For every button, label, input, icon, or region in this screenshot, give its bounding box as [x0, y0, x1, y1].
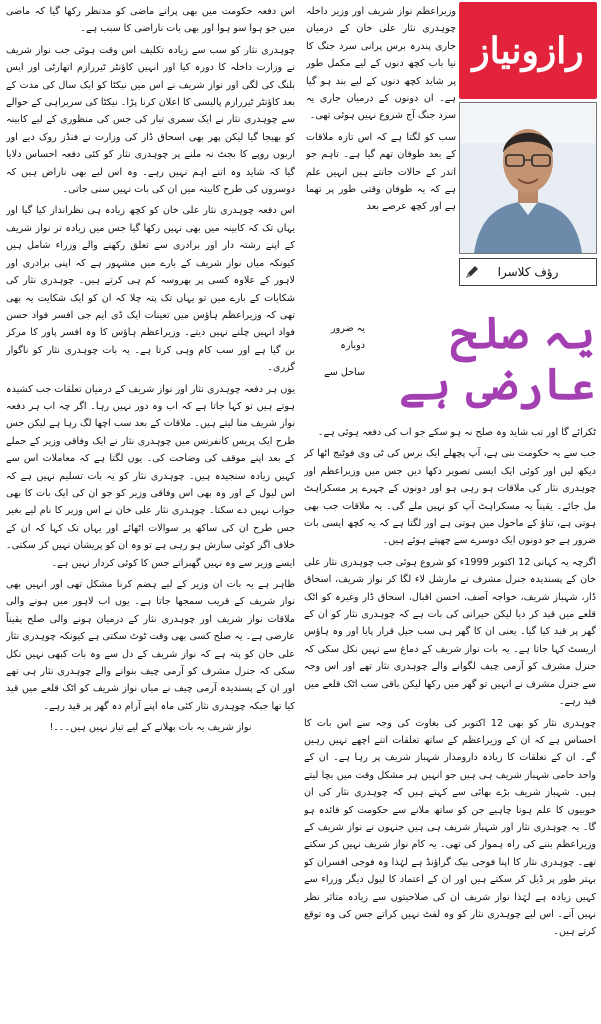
author-name-box: [459, 258, 597, 286]
closing-line: نواز شریف یہ بات بھلانے کے لیے تیار نہیں ہیں۔۔۔!: [49, 722, 252, 734]
paragraph: سب کو لگتا ہے کہ اس تازہ ملاقات کے بعد طوفان تھم گیا ہے۔ تاہم جو اندر کے حالات جانتے ہیں انہیں علم ہے کہ یہ طوفان وقتی طور پر تھما ہے اور کچھ عرصے بعد: [306, 131, 456, 213]
headline-side-text: یہ ضرور دوبارہ: [330, 323, 365, 351]
column-logo-text: رازونیاز: [472, 29, 584, 72]
author-portrait-image: [460, 103, 596, 253]
paragraph: چوہدری نثار کو سب سے زیادہ تکلیف اس وقت ہوئی جب نواز شریف نے وزارت داخلہ کا دورہ کیا اور انہیں کاؤنٹر ٹیررازم اتھارٹی اور ایس بلنگ کی لگی اور نواز شریف نے اس میں نیکٹا کو ایک سال کی مدت کے بعد کاؤنٹر ٹیررازم پالیسی کا اعلان کرنا پڑا۔ نیکٹا کی سربراہی کے حوالے سے چوہدری نثار نے ایک سمری تیار کی جس کی منظوری کے لیے کابینہ کو بھیجا گیا لیکن پھر بھی اسحاق ڈار کی وزارت نے فنڈز روک دیے اور اربوں روپے کا بجٹ نہ ملنے پر چوہدری نثار کو کئی دفعہ احساس دلایا گیا کہ شاید وہ اتنے اہم نہیں رہے۔ وہ اس لیے بھی ناراض ہیں کہ دوسروں کی طرح کابینہ میں ان کی بات نہیں سنی جاتی۔: [6, 44, 295, 196]
paragraph: اس دفعہ حکومت میں بھی پرانے ماضی کو مدنظر رکھا گیا کہ ماضی میں جو ہوا سو ہوا اور بھی بات ناراضی کا سبب ہے۔: [6, 6, 295, 35]
column-masthead: [459, 2, 597, 99]
left-column-text: [6, 3, 295, 1021]
pen-icon: [464, 264, 480, 280]
paragraph: اس دفعہ چوہدری نثار علی خان کو کچھ زیادہ ہی نظرانداز کیا گیا اور یہاں تک کہ کابینہ میں بھی نہیں رکھا گیا جس میں زیادہ تر نواز شریف کے اپنے رشتہ دار اور برادری سے تعلق رکھنے والے وزراء شامل ہیں کیونکہ میاں نواز شریف کے بارے میں مشہور ہے کہ اپنی برادری اور لاہور کے علاوہ کسی پر بھروسہ کم ہی کرتے ہیں۔ چوہدری نثار کی شکایات کے بارے میں تو یہاں تک پتہ چلا کہ ان کو ایک شکایت یہ بھی تھی کہ وزیراعظم ہاؤس میں تعینات ایک ڈی ایم جی افسر فواد حسن فواد انہیں چلنے نہیں دیتے۔ وزیراعظم ہاؤس کا وہ افسر پاور کا مرکز بن گیا ہے اور سب کام وہی کرتا ہے۔ یہ بات چوہدری نثار کو ناگوار گزری۔: [6, 205, 295, 374]
headline-block: [309, 300, 597, 420]
right-column-bottom-text: [304, 424, 596, 1021]
paragraph: جب سے یہ حکومت بنی ہے، آپ پچھلے ایک برس کی ٹی وی فوٹیج اٹھا کر دیکھ لیں اور کوئی ایک ایسی تصویر دکھا دیں جس میں وزیراعظم اور چوہدری نثار کی ملاقات ہو رہی ہو اور دونوں کے چہرے پر مسکراہٹ مل جائے۔ یقیناً یہ مسکراہٹ آپ کو نہیں ملے گی۔ یہ ملاقات جب بھی ہوتی ہے، تناؤ کے ماحول میں ہوتی ہے اور لگتا ہے کہ یہ کچھ ایسی بات ضرور ہے جو دونوں ایک دوسرے سے چھپتے ہوئے ہیں۔: [304, 448, 596, 547]
right-column-top-text: [306, 3, 456, 303]
paragraph: ٹکرائے گا اور تب شاید وہ صلح نہ ہو سکے جو اب کی دفعہ ہوئی ہے۔: [317, 427, 596, 438]
paragraph: اگرچہ یہ کہانی 12 اکتوبر 1999ء کو شروع ہوئی جب چوہدری نثار علی خان کے پسندیدہ جنرل مشرف نے مارشل لاء لگا کر نواز شریف، اسحاق ڈار، شہباز شریف، خواجہ آصف، احسن اقبال، اسحاق ڈار وغیرہ کو اٹک قلعے میں قید کر دیا لیکن حیرانی کی بات ہے کہ چوہدری نثار کو ان کے گھر پر قید کیا گیا۔ یعنی ان کا گھر ہی سب جیل قرار پایا اور وہ ہاؤس اریسٹ کہا جاتا ہے۔ یہ بات نواز شریف کے دماغ سے نہیں نکل سکی کہ جنرل مشرف کو آرمی چیف لگوانے والے چوہدری نثار تھے اور اس وجہ سے جنرل مشرف نے انہیں تو گھر میں رکھا لیکن باقی سب اٹک قلعے میں قید رہے۔: [304, 556, 596, 708]
column-headline: یہ صلح عارضی ہے: [399, 308, 595, 410]
paragraph: یوں ہر دفعہ چوہدری نثار اور نواز شریف کے درمیان تعلقات جب کشیدہ ہوتے ہیں تو کہا جاتا ہے کہ اب وہ دور نہیں رہا۔ اگر چہ اب ہر دفعہ نواز شریف منا لیتے ہیں۔ ملاقات کے بعد سب اچھا لگ رہا ہے لیکن جس طرح ایک پریس کانفرنس میں چوہدری نثار نے ایک وفاقی وزیر کے حملے کے بعد اپنے موقف کی وضاحت کی۔ یوں لگتا ہے کہ معاملات اس سے کہیں زیادہ سنجیدہ ہیں۔ چوہدری نثار کو یہ بات تسلیم نہیں ہے کہ اس لیول کے اور وہ بھی اس وفاقی وزیر کو جو ان کی ایک بات کا بھی جواب نہیں دے سکتا۔ چوہدری نثار علی خان نے اس وزیر کا نام لیے بغیر جس طرح ان کی ساکھ پر سوالات اٹھائے اور یہاں تک کہا کہ ان کے خلاف اگر کوئی سازش ہو رہی ہے تو وہ ان کو پریشان نہیں کر سکتی۔ ایسے وزیر سے وہ نہیں گھبراتے جس کا کوئی کردار نہیں ہے۔: [6, 383, 295, 569]
author-name: رؤف کلاسرا: [497, 265, 559, 279]
headline-side-text: ساحل سے: [324, 367, 365, 378]
paragraph: ظاہر ہے یہ بات ان وزیر کے لیے ہضم کرنا مشکل تھی اور انہیں بھی نواز شریف کے قریب سمجھا جاتا ہے۔ یوں اب لاہور میں ہونے والی ملاقات نواز شریف اور چوہدری نثار کے درمیان ہونے والی صلح یقیناً عارضی ہے۔ یہ صلح کسی بھی وقت ٹوٹ سکتی ہے کیونکہ چوہدری نثار علی خان کو پتہ ہے کہ نواز شریف کے دل سے وہ بات کبھی نہیں نکل سکی کہ جنرل مشرف کو آرمی چیف بنوانے والے چوہدری نثار ہی تھے اور ان کے پسندیدہ آرمی چیف نے میاں نواز شریف کو اٹک قلعے میں قید کیا تھا جبکہ چوہدری نثار کئی ماہ اپنے آرام دہ گھر پر قید رہے۔: [6, 579, 295, 712]
author-photo: [459, 102, 597, 254]
paragraph: چوہدری نثار کو بھی 12 اکتوبر کی بغاوت کی وجہ سے اس بات کا احساس ہے کہ ان کے وزیراعظم کے ساتھ تعلقات اتنے اچھے نہیں رہیں گے۔ ان کے تعلقات کا زیادہ دارومدار شہباز شریف پر رہا ہے۔ ان کے واحد حامی شہباز شریف ہی ہیں جو انہیں ہر مشکل وقت میں بچا لیتے ہیں۔ شہباز شریف بڑے بھائی سے کہتے ہیں کہ چوہدری نثار کی ان خوبیوں کا علم ہونا چاہیے جن کو ساتھ ملانے سے حکومت کو فائدہ ہو گا۔ یہ چوہدری نثار اور شہباز شریف ہی ہیں جنہوں نے نواز شریف کے وزیراعظم بننے کی راہ ہموار کی تھی۔ یہ کام نواز شریف نہیں کر سکتے تھے۔ چوہدری نثار کا اپنا فوجی بیک گراؤنڈ ہے لہٰذا وہ فوجی افسران کو بہتر طور پر ڈیل کر سکتے ہیں اور ان کے اعتماد کا لیول دیگر وزراء سے کہیں زیادہ ہے لہٰذا نواز شریف ان کی صلاحیتوں سے زیادہ متاثر نظر نہیں آتے۔ اس لیے چوہدری نثار کو وہ لفٹ نہیں کراتے جس کی وہ توقع کرتے ہیں۔: [304, 717, 596, 938]
paragraph: وزیراعظم نواز شریف اور وزیر داخلہ چوہدری نثار علی خان کے درمیان جاری پندرہ برس پرانی سرد جنگ کا نیا باب کچھ دنوں کے لیے مکمل طور پر شاید کچھ دنوں کے لیے بند ہو گیا ہے۔ ان دونوں کے درمیان جاری یہ سرد جنگ آج شروع نہیں ہوئی تھی۔: [306, 6, 456, 122]
